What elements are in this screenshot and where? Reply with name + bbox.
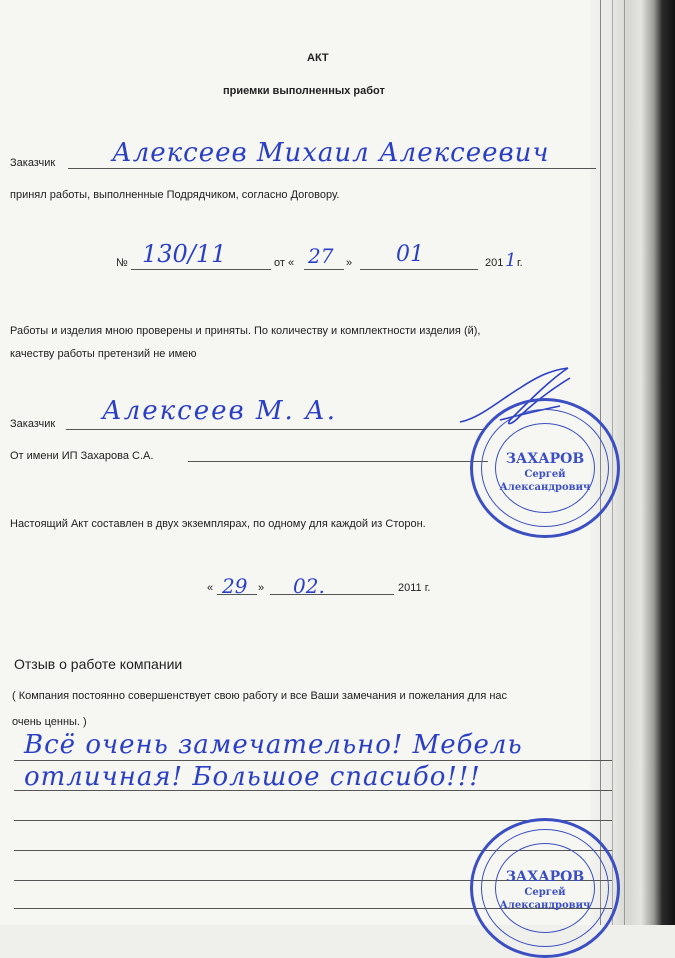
customer-label: Заказчик <box>10 157 56 169</box>
review-handwritten-line2: отличная! Большое спасибо!!! <box>24 762 481 792</box>
month-line <box>360 269 478 270</box>
customer-label-2: Заказчик <box>10 418 56 430</box>
checked-text-line2: качеству работы претензий не имею <box>10 348 197 360</box>
customer-name-handwritten: Алексеев Михаил Алексеевич <box>112 138 550 168</box>
review-note-line2: очень ценны. ) <box>12 716 87 728</box>
number-label: № <box>116 257 128 269</box>
stamp-patronymic: Александрович <box>499 482 591 493</box>
year-suffix: г. <box>517 257 523 269</box>
number-line <box>131 269 271 270</box>
document-title: АКТ <box>307 52 329 64</box>
date2-day-handwritten: 29 <box>222 574 248 598</box>
company-stamp-2 <box>470 818 620 958</box>
behalf-label: От имени ИП Захарова С.А. <box>10 450 154 462</box>
date2-month-line <box>270 594 394 595</box>
customer-short-name-handwritten: Алексеев М. А. <box>102 396 337 426</box>
company-stamp-1 <box>470 398 620 538</box>
accepted-text: принял работы, выполненные Подрядчиком, согласно Договору. <box>10 189 340 201</box>
day-line <box>304 269 344 270</box>
from-label: от « <box>274 257 295 269</box>
quote-close: » <box>346 257 353 269</box>
review-note-line1: ( Компания постоянно совершенствует свою работу и все Ваши замечания и пожелания для нас <box>12 690 508 702</box>
review-handwritten-line1: Всё очень замечательно! Мебель <box>24 730 523 760</box>
year-digit-handwritten: 1 <box>505 250 517 271</box>
date2-month-handwritten: 02. <box>293 574 325 598</box>
contract-day-handwritten: 27 <box>308 244 334 268</box>
date2-year: 2011 г. <box>398 582 431 594</box>
behalf-line <box>188 461 488 462</box>
contract-number-handwritten: 130/11 <box>142 240 227 268</box>
date2-close: » <box>258 582 265 594</box>
date2-open: « <box>207 582 214 594</box>
checked-text-line1: Работы и изделия мною проверены и приняты. По количеству и комплектности изделия (й), <box>10 325 481 337</box>
review-heading: Отзыв о работе компании <box>14 656 183 672</box>
stamp-name-2: ЗАХАРОВ <box>505 869 585 885</box>
copies-text: Настоящий Акт составлен в двух экземплярах, по одному для каждой из Сторон. <box>10 518 426 530</box>
document-subtitle: приемки выполненных работ <box>223 85 385 97</box>
signature-line <box>66 429 486 430</box>
stamp-name: ЗАХАРОВ <box>505 451 585 467</box>
customer-name-line <box>68 168 596 169</box>
stamp-patronymic-2: Александрович <box>499 900 591 911</box>
stamp-first-name-2: Сергей <box>524 887 566 898</box>
stamp-first-name: Сергей <box>524 469 566 480</box>
contract-month-handwritten: 01 <box>396 242 424 267</box>
review-line-1 <box>14 760 612 761</box>
year-prefix: 201 <box>485 257 504 269</box>
